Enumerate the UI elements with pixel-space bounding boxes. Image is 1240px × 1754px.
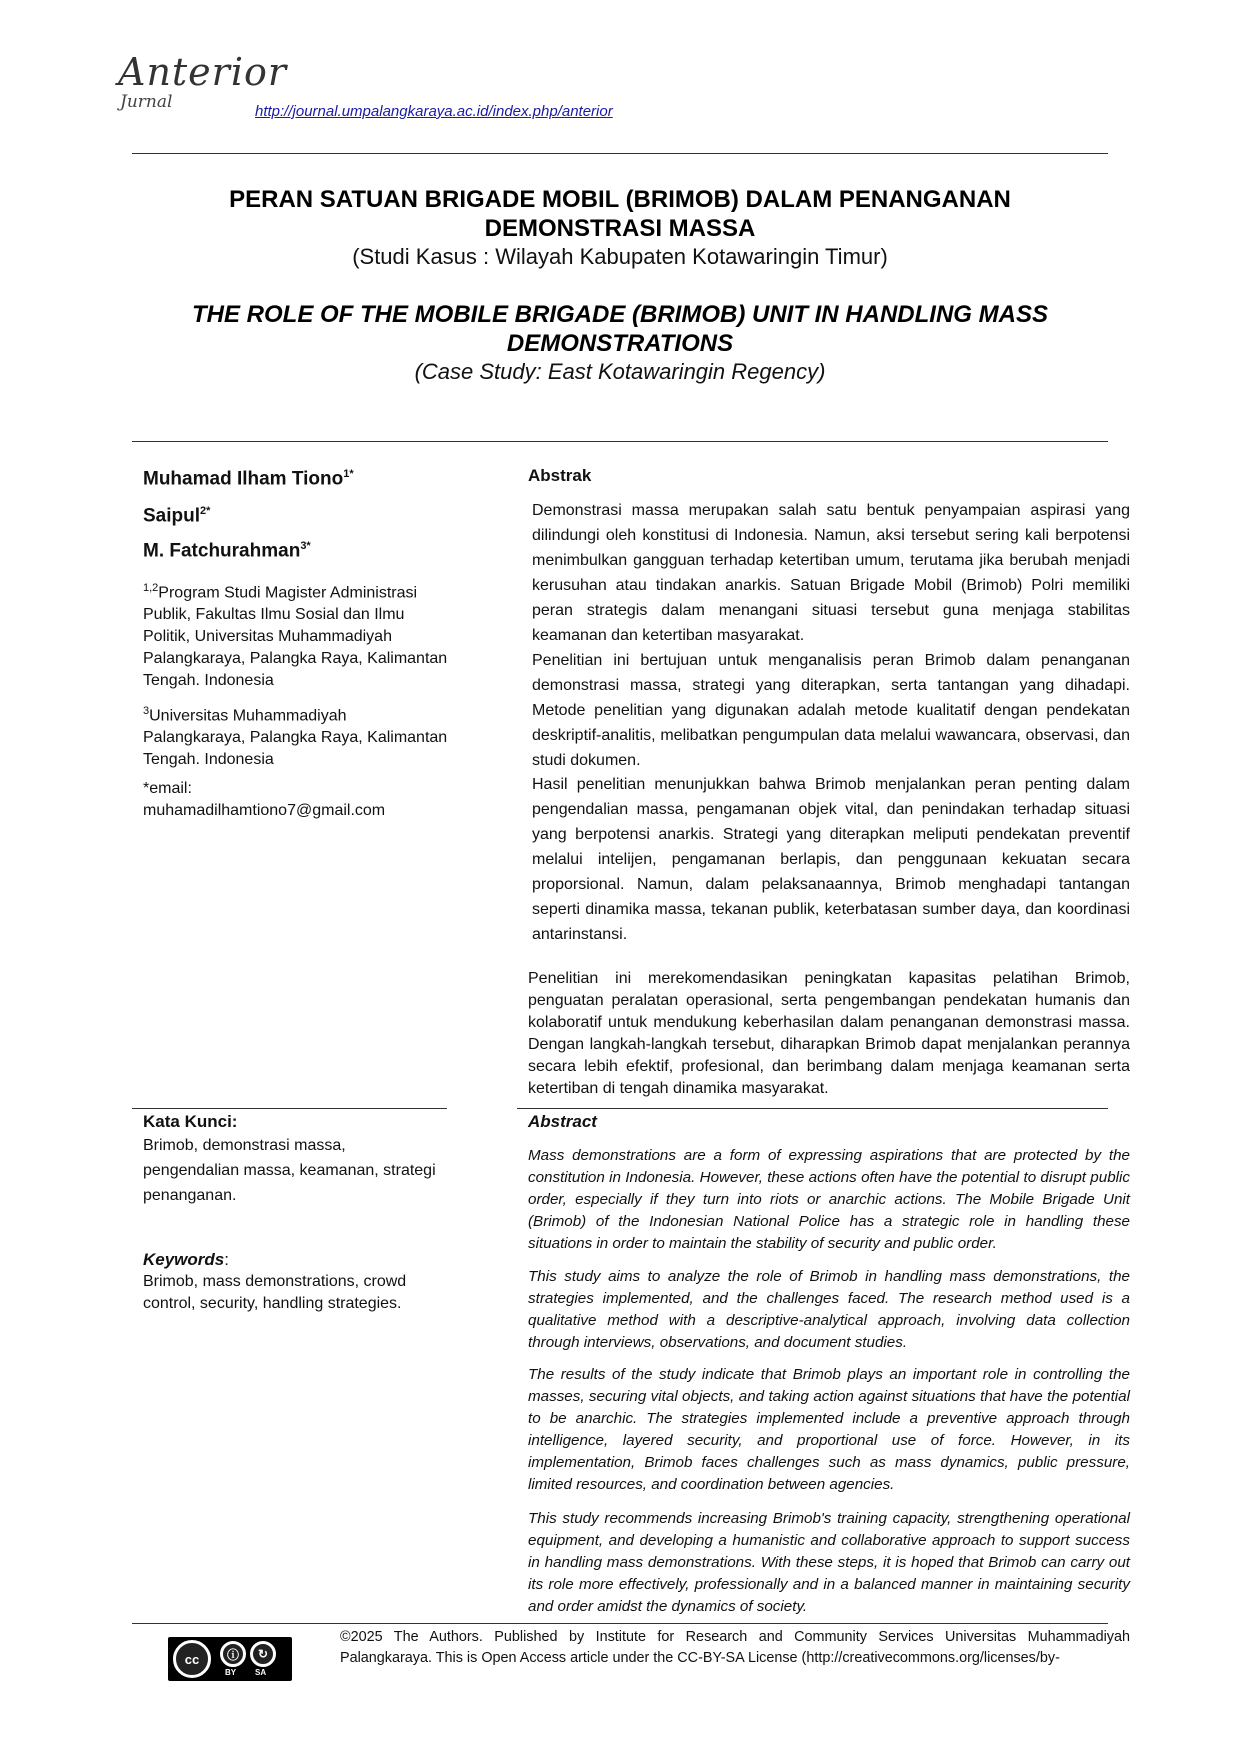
affiliation-1 <box>143 577 453 692</box>
author-3-sup: 3* <box>300 540 311 552</box>
abstract-paragraph-1: Mass demonstrations are a form of expressing aspirations that are protected by the constitution in Indonesia. However, these actions often have the potential to disrupt public order, especially if they turn into riots or anarchic actions. The Mobile Brigade Unit (Brimob) of the Indonesian National Police has a strategic role in handling these situations in order to maintain the stability of security and public order. <box>528 1147 1130 1252</box>
author-3-name: M. Fatchurahman <box>143 540 301 562</box>
affiliation-2 <box>143 700 453 771</box>
keywords-heading-block <box>143 1250 229 1270</box>
subtitle-en: (Case Study: East Kotawaringin Regency) <box>414 359 826 384</box>
share-alike-icon: ↻ <box>250 1641 276 1667</box>
keywords-colon: : <box>224 1250 229 1269</box>
cc-by-label: BY <box>225 1668 237 1677</box>
title-en-line2: DEMONSTRATIONS <box>506 330 734 357</box>
affiliation-1-sup: 1,2 <box>143 582 159 594</box>
keywords-divider <box>132 1108 447 1109</box>
license-text: ©2025 The Authors. Published by Institute for Research and Community Services Universitas Muhammadiyah Palangkaraya. This is Open Access article under the CC-BY-SA License (http://creativecommons.org/licenses/by- <box>340 1629 1130 1666</box>
abstrak-paragraph-1: Demonstrasi massa merupakan salah satu bentuk penyampaian aspirasi yang dilindungi oleh konstitusi di Indonesia. Namun, aksi tersebut sering kali berpotensi menimbulkan gangguan terhadap ketertiban umum, terutama jika berubah menjadi kerusuhan atau tindakan anarkis. Satuan Brigade Mobil (Brimob) Polri memiliki peran strategis dalam menangani situasi tersebut guna menjaga stabilitas keamanan dan ketertiban masyarakat. <box>532 502 1130 644</box>
title-id-line2: DEMONSTRASI MASSA <box>484 215 756 242</box>
affiliation-2-text: Universitas Muhammadiyah Palangkaraya, Palangka Raya, Kalimantan Tengah. Indonesia <box>143 707 448 769</box>
journal-url-link[interactable]: http://journal.umpalangkaraya.ac.id/index.php/anterior <box>255 103 613 120</box>
author-2-sup: 2* <box>200 505 211 517</box>
abstract-heading: Abstract <box>528 1112 597 1131</box>
keywords-heading: Keywords <box>143 1250 225 1269</box>
author-1 <box>143 468 354 490</box>
email-label: *email: <box>143 780 192 797</box>
author-1-name: Muhamad Ilham Tiono <box>143 468 344 490</box>
email-block <box>143 778 453 822</box>
author-2 <box>143 505 210 527</box>
journal-logo-subtitle: Jurnal <box>120 92 173 112</box>
by-person-icon: ⓘ <box>220 1641 246 1667</box>
author-1-sup: 1* <box>343 468 354 480</box>
email-address[interactable]: muhamadilhamtiono7@gmail.com <box>143 802 386 819</box>
subtitle-id: (Studi Kasus : Wilayah Kabupaten Kotawaringin Timur) <box>352 244 888 269</box>
cc-by-sa-license-badge[interactable] <box>168 1637 292 1681</box>
affiliation-1-text: Program Studi Magister Administrasi Publik, Fakultas Ilmu Sosial dan Ilmu Politik, Universitas Muhammadiyah Palangkaraya, Palangka Raya, Kalimantan Tengah. Indonesia <box>143 584 448 690</box>
abstract-paragraph-4: This study recommends increasing Brimob's training capacity, strengthening operational equipment, and developing a humanistic and collaborative approach to support success in handling mass demonstrations. With these steps, it is hoped that Brimob can carry out its role more effectively, professionally and in a balanced manner in maintaining security and order amidst the dynamics of society. <box>528 1510 1130 1615</box>
abstrak-heading: Abstrak <box>528 466 592 485</box>
keywords-text: Brimob, mass demonstrations, crowd control, security, handling strategies. <box>143 1273 407 1312</box>
footer-divider <box>132 1623 1108 1624</box>
abstrak-paragraph-2: Penelitian ini bertujuan untuk menganalisis peran Brimob dalam penanganan demonstrasi massa, strategi yang diterapkan, serta tantangan yang dihadapi. Metode penelitian yang digunakan adalah metode kualitatif dengan pendekatan deskriptif-analitis, melibatkan pengumpulan data melalui wawancara, observasi, dan studi dokumen. <box>532 652 1130 769</box>
abstract-divider <box>517 1108 1108 1109</box>
abstrak-paragraph-3: Hasil penelitian menunjukkan bahwa Brimob menjalankan peran penting dalam pengendalian massa, pengamanan objek vital, dan penindakan terhadap situasi yang berpotensi anarkis. Strategi yang diterapkan meliputi pendekatan preventif melalui intelijen, pengamanan berlapis, dan penggunaan kekuatan secara proporsional. Namun, dalam pelaksanaannya, Brimob menghadapi tantangan seperti dinamika massa, tekanan publik, keterbatasan sumber daya, dan koordinasi antarinstansi. <box>532 776 1130 943</box>
title-id-line1: PERAN SATUAN BRIGADE MOBIL (BRIMOB) DALAM PENANGANAN <box>229 186 1011 213</box>
kata-kunci-heading: Kata Kunci: <box>143 1112 238 1131</box>
title-divider <box>132 441 1108 442</box>
journal-logo: Anterior <box>118 50 288 94</box>
kata-kunci-text: Brimob, demonstrasi massa, pengendalian massa, keamanan, strategi penanganan. <box>143 1137 436 1204</box>
affiliation-2-sup: 3 <box>143 705 150 717</box>
abstract-paragraph-2: This study aims to analyze the role of Brimob in handling mass demonstrations, the strategies implemented, and the challenges faced. The research method used is a qualitative method with a descriptive-analytical approach, involving data collection through interviews, observations, and document studies. <box>528 1268 1130 1351</box>
cc-sa-label: SA <box>255 1668 267 1677</box>
author-2-name: Saipul <box>143 505 201 527</box>
cc-icon: cc <box>173 1640 211 1678</box>
abstrak-paragraph-4: Penelitian ini merekomendasikan peningkatan kapasitas pelatihan Brimob, penguatan peralatan operasional, serta pengembangan pendekatan humanis dan kolaboratif untuk mendukung keberhasilan dalam penanganan demonstrasi massa. Dengan langkah-langkah tersebut, diharapkan Brimob dapat menjalankan perannya secara lebih efektif, profesional, dan berimbang dalam menjaga keamanan serta ketertiban di tengah dinamika masyarakat. <box>528 970 1130 1097</box>
header-divider <box>132 153 1108 154</box>
title-en-line1: THE ROLE OF THE MOBILE BRIGADE (BRIMOB) UNIT IN HANDLING MASS <box>192 301 1048 328</box>
abstract-paragraph-3: The results of the study indicate that Brimob plays an important role in controlling the masses, securing vital objects, and taking action against situations that have the potential to be anarchic. The strategies implemented include a preventive approach through intelligence, layered security, and proportional use of force. However, in its implementation, Brimob faces challenges such as mass dynamics, public pressure, limited resources, and coordination between agencies. <box>528 1366 1130 1493</box>
author-3 <box>143 540 311 562</box>
